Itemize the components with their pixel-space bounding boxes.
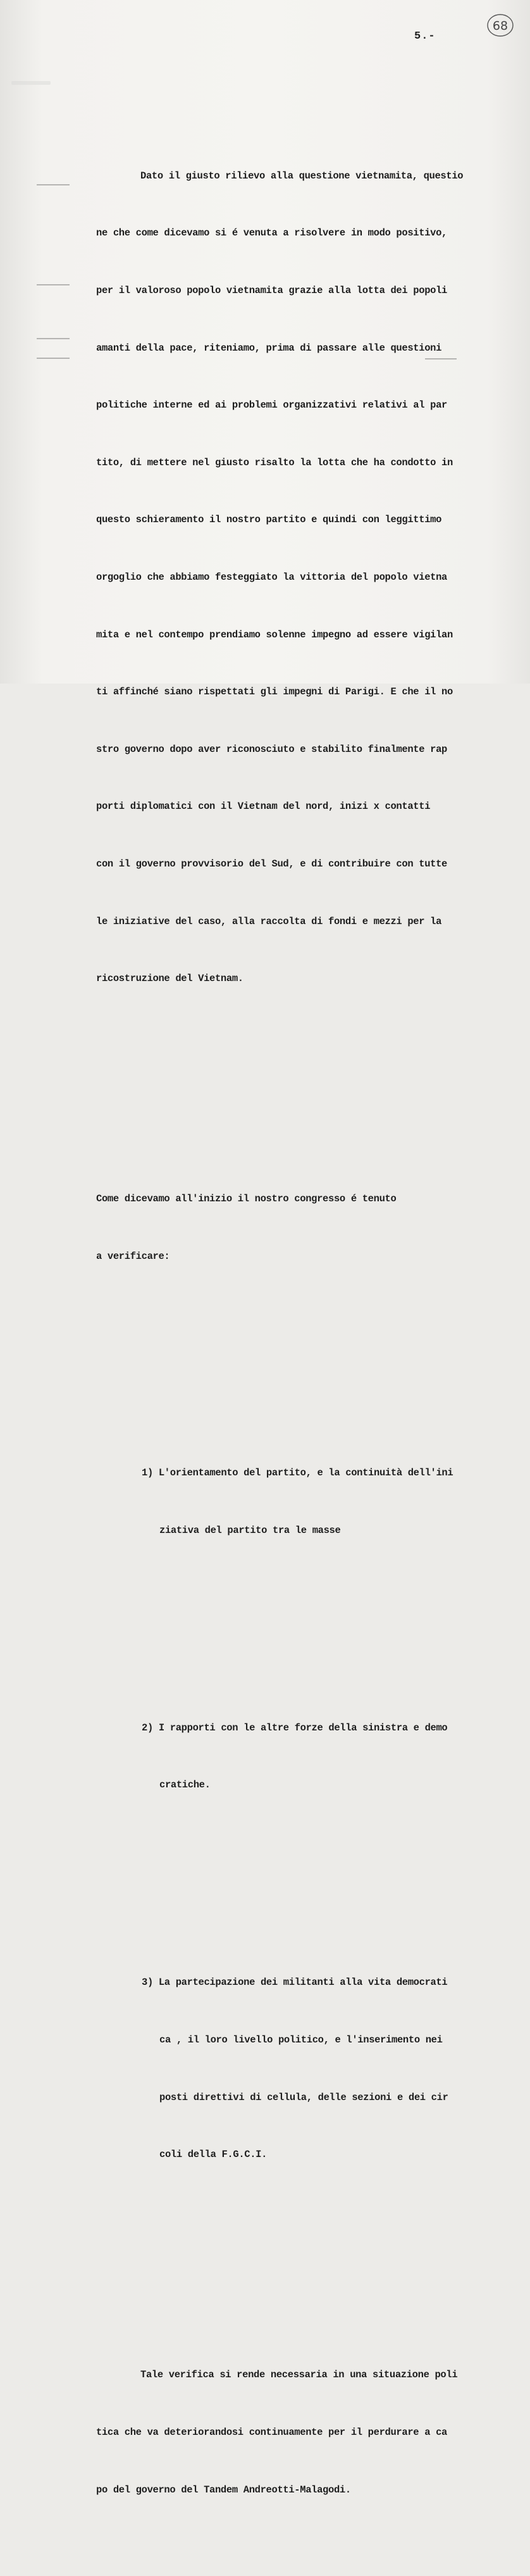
document-body: [96, 90, 501, 2576]
text-line: mita e nel contempo prendiamo solenne impegno ad essere vigilan: [96, 628, 453, 641]
text-line: stro governo dopo aver riconosciuto e stabilito finalmente rap: [96, 743, 447, 755]
page-number: 5.-: [414, 30, 436, 42]
paragraph-congress: [96, 1151, 501, 1304]
text-line: ne che come dicevamo si é venuta a risolvere in modo positivo,: [96, 227, 447, 239]
text-line: 2) I rapporti con le altre forze della sinistra e demo: [142, 1722, 448, 1734]
paragraph-gap: [96, 1616, 501, 1623]
text-line: coli della F.G.C.I.: [159, 2149, 268, 2161]
margin-mark: [37, 338, 70, 339]
stamp-number: 68: [492, 19, 508, 33]
text-line: cratiche.: [159, 1779, 211, 1791]
text-line: po del governo del Tandem Andreotti-Malagodi.: [96, 2484, 351, 2496]
text-line: tito, di mettere nel giusto risalto la lotta che ha condotto in: [96, 456, 453, 468]
paragraph-gap: [96, 1871, 501, 1877]
list-item-1: [96, 1425, 501, 1579]
text-line: Dato il giusto rilievo alla questione vietnamita, questio: [140, 170, 464, 182]
archive-stamp: [486, 13, 515, 38]
paragraph-vietnam: [96, 128, 501, 1026]
text-line: questo schieramento il nostro partito e quindi con leggittimo: [96, 514, 442, 526]
text-line: a verificare:: [96, 1250, 170, 1262]
list-item-3: [96, 1935, 501, 2203]
text-line: ricostruzione del Vietnam.: [96, 973, 243, 985]
text-line: 3) La partecipazione dei militanti alla vita democrati: [142, 1977, 448, 1989]
paragraph-gap: [96, 1361, 501, 1368]
text-line: ti affinché siano rispettati gli impegni di Parigi. E che il no: [96, 686, 453, 698]
paragraph-gap: [96, 2260, 501, 2270]
text-line: Tale verifica si rende necessaria in una situazione poli: [140, 2369, 458, 2381]
text-line: porti diplomatici con il Vietnam del nord, inizi x contatti: [96, 801, 431, 813]
list-item-2: [96, 1680, 501, 1833]
text-line: per il valoroso popolo vietnamita grazie alla lotta dei popoli: [96, 285, 447, 296]
text-line: posti direttivi di cellula, delle sezioni e dei cir: [159, 2091, 448, 2103]
text-line: orgoglio che abbiamo festeggiato la vittoria del popolo vietna: [96, 571, 447, 583]
text-line: amanti della pace, riteniamo, prima di passare alle questioni: [96, 342, 442, 354]
margin-mark: [37, 358, 70, 359]
paragraph-gap: [96, 1084, 501, 1094]
margin-mark: [37, 284, 70, 285]
scan-artifact: [11, 81, 51, 85]
text-line: ziativa del partito tra le masse: [159, 1524, 341, 1536]
text-line: Come dicevamo all'inizio il nostro congresso é tenuto: [96, 1193, 397, 1205]
text-line: le iniziative del caso, alla raccolta di fondi e mezzi per la: [96, 915, 442, 927]
text-line: 1) L'orientamento del partito, e la continuità dell'ini: [142, 1467, 453, 1479]
text-line: con il governo provvisorio del Sud, e di contribuire con tutte: [96, 858, 447, 870]
text-line: ca , il loro livello politico, e l'inserimento nei: [159, 2034, 443, 2046]
text-line: tica che va deteriorandosi continuamente per il perdurare a ca: [96, 2426, 447, 2438]
text-line: politiche interne ed ai problemi organizzativi relativi al par: [96, 399, 447, 411]
paragraph-verification: [96, 2327, 501, 2537]
margin-mark: [37, 184, 70, 185]
